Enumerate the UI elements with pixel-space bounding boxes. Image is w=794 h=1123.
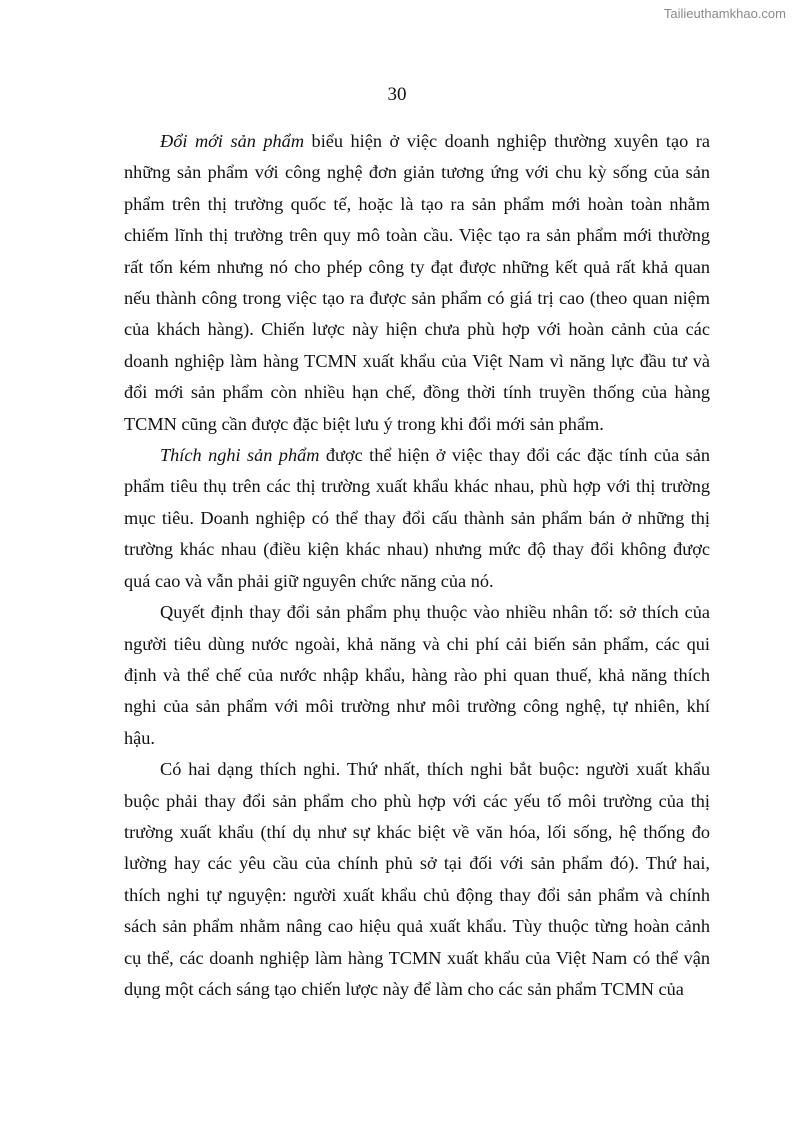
paragraph-text: biểu hiện ở việc doanh nghiệp thường xuyên tạo ra những sản phẩm với công nghệ đơn giản tương ứng với chu kỳ sống của sản phẩm trên thị trường quốc tế, hoặc là tạo ra sản phẩm mới hoàn toàn nhằm chiếm lĩnh thị trường trên quy mô toàn cầu. Việc tạo ra sản phẩm mới thường rất tốn kém nhưng nó cho phép công ty đạt được những kết quả rất khả quan nếu thành công trong việc tạo ra được sản phẩm có giá trị cao (theo quan niệm của khách hàng). Chiến lược này hiện chưa phù hợp với hoàn cảnh của các doanh nghiệp làm hàng TCMN xuất khẩu của Việt Nam vì năng lực đầu tư và đổi mới sản phẩm còn nhiều hạn chế, đồng thời tính truyền thống của hàng TCMN cũng cần được đặc biệt lưu ý trong khi đổi mới sản phẩm. <box>124 131 710 434</box>
paragraph-text: Có hai dạng thích nghi. Thứ nhất, thích nghi bắt buộc: người xuất khẩu buộc phải thay đổi sản phẩm cho phù hợp với các yếu tố môi trường của thị trường xuất khẩu (thí dụ như sự khác biệt về văn hóa, lối sống, hệ thống đo lường hay các yêu cầu của chính phủ sở tại đối với sản phẩm đó). Thứ hai, thích nghi tự nguyện: người xuất khẩu chủ động thay đổi sản phẩm và chính sách sản phẩm nhằm nâng cao hiệu quả xuất khẩu. Tùy thuộc từng hoàn cảnh cụ thể, các doanh nghiệp làm hàng TCMN xuất khẩu của Việt Nam có thể vận dụng một cách sáng tạo chiến lược này để làm cho các sản phẩm TCMN của <box>124 759 710 999</box>
page-number: 30 <box>387 84 407 105</box>
watermark-text: Tailieuthamkhao.com <box>663 6 786 21</box>
paragraph-product-adaptation <box>124 440 710 597</box>
paragraph-adaptation-types <box>124 754 710 1005</box>
paragraph-text: được thể hiện ở việc thay đổi các đặc tính của sản phẩm tiêu thụ trên các thị trường xuất khẩu khác nhau, phù hợp với thị trường mục tiêu. Doanh nghiệp có thể thay đổi cấu thành sản phẩm bán ở những thị trường khác nhau (điều kiện khác nhau) nhưng mức độ thay đổi không được quá cao và vẫn phải giữ nguyên chức năng của nó. <box>124 445 710 591</box>
term-product-adaptation: Thích nghi sản phẩm <box>160 445 320 466</box>
term-product-innovation: Đổi mới sản phẩm <box>160 131 305 151</box>
paragraph-product-innovation <box>124 126 710 440</box>
paragraph-text: Quyết định thay đổi sản phẩm phụ thuộc vào nhiều nhân tố: sở thích của người tiêu dùng nước ngoài, khả năng và chi phí cải biến sản phẩm, các qui định và thể chế của nước nhập khẩu, hàng rào phi quan thuế, khả năng thích nghi của sản phẩm với môi trường như môi trường công nghệ, tự nhiên, khí hậu. <box>124 602 710 748</box>
paragraph-adaptation-factors <box>124 597 710 754</box>
body-text <box>124 126 710 1005</box>
